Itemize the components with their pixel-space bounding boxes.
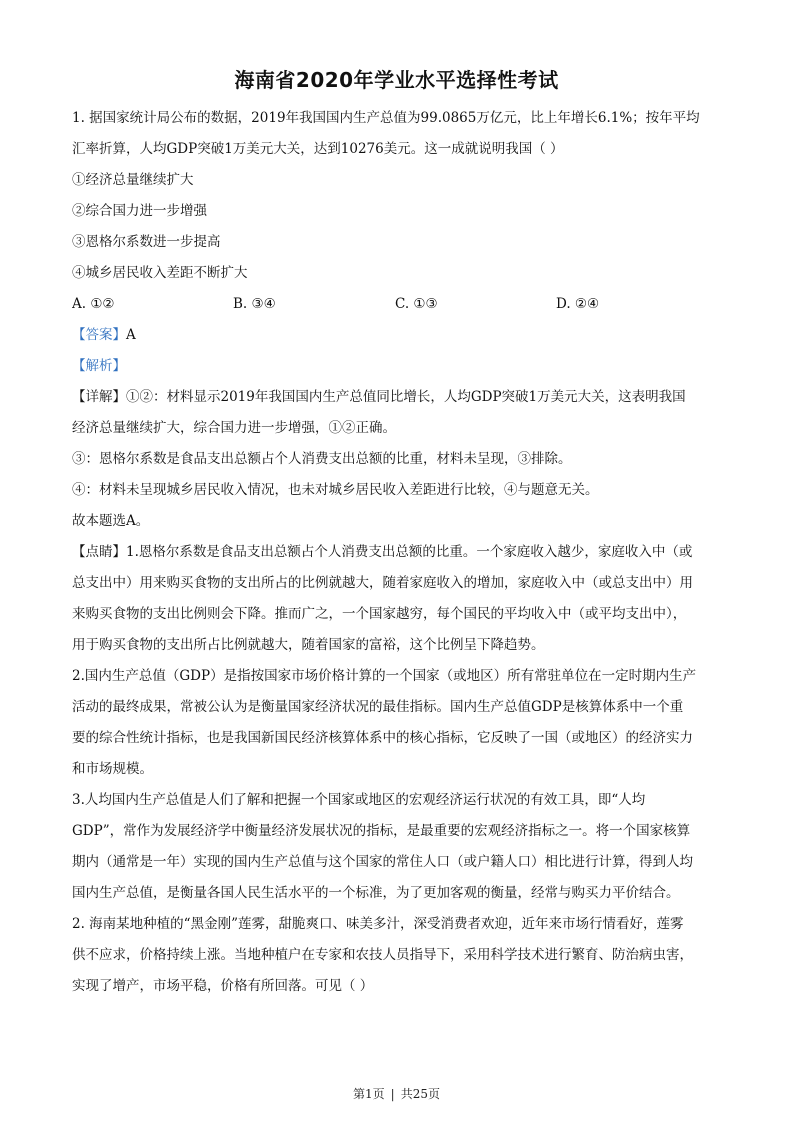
tips-line: 期内（通常是一年）实现的国内生产总值与这个国家的常住人口（或户籍人口）相比进行计算，得到人均 [72, 854, 693, 870]
detail-line [72, 382, 724, 413]
option-b: B. ③④ [233, 296, 276, 312]
conclusion-line: 故本题选A。 [72, 513, 150, 529]
tips-line: 要的综合性统计指标，也是我国新国民经济核算体系中的核心指标，它反映了一国（或地区）的经济实力 [72, 730, 693, 746]
detail-line: ④：材料未呈现城乡居民收入情况，也未对城乡居民收入差距进行比较，④与题意无关。 [72, 482, 599, 498]
answer-line [72, 320, 724, 351]
detail-tag: 【详解】 [72, 389, 126, 405]
detail-line: 经济总量继续扩大，综合国力进一步增强，①②正确。 [72, 420, 396, 436]
q2-stem-line: 2. 海南某地种植的“黑金刚”莲雾，甜脆爽口、味美多汁，深受消费者欢迎，近年来市场行情看好，莲雾 [72, 916, 684, 932]
q1-item: ①经济总量继续扩大 [72, 172, 194, 188]
q1-item: ③恩格尔系数进一步提高 [72, 234, 221, 250]
footer-separator: | [390, 1087, 395, 1101]
tips-line: 国内生产总值，是衡量各国人民生活水平的一个标准，为了更加客观的衡量，经常与购买力平价结合。 [72, 885, 680, 901]
q2-stem-line: 供不应求，价格持续上涨。当地种植户在专家和农技人员指导下，采用科学技术进行繁育、防治病虫害， [72, 947, 693, 963]
total-pages: 共25页 [400, 1087, 440, 1101]
tips-line: 来购买食物的支出比例则会下降。推而广之，一个国家越穷，每个国民的平均收入中（或平均支出中）， [72, 606, 687, 622]
tips-line: 活动的最终成果，常被公认为是衡量国家经济状况的最佳指标。国内生产总值GDP是核算体系中一个重 [72, 699, 684, 715]
q1-item: ②综合国力进一步增强 [72, 203, 207, 219]
tips-line: 和市场规模。 [72, 761, 153, 777]
option-c: C. ①③ [395, 296, 438, 312]
document-body [72, 103, 724, 1002]
tips-line: GDP”，常作为发展经济学中衡量经济发展状况的指标，是最重要的宏观经济指标之一。将一个国家核算 [72, 823, 691, 839]
q1-options [72, 289, 724, 320]
page-footer [0, 1085, 793, 1102]
answer-tag: 【答案】 [72, 327, 126, 343]
tips-line: 2.国内生产总值（GDP）是指按国家市场价格计算的一个国家（或地区）所有常驻单位在一定时期内生产 [72, 668, 697, 684]
page-title: 海南省2020年学业水平选择性考试 [234, 68, 559, 92]
tips-tag: 【点睛】 [72, 544, 126, 560]
q1-item: ④城乡居民收入差距不断扩大 [72, 265, 248, 281]
page-number: 第1页 [353, 1087, 385, 1101]
tips-line: 3.人均国内生产总值是人们了解和把握一个国家或地区的宏观经济运行状况的有效工具，即“人均 [72, 792, 646, 808]
q1-stem-line: 1. 据国家统计局公布的数据，2019年我国国内生产总值为99.0865万亿元，比上年增长6.1%；按年平均 [72, 110, 700, 126]
q1-stem-line: 汇率折算，人均GDP突破1万美元大关，达到10276美元。这一成就说明我国（ ） [72, 141, 564, 157]
detail-line: ③：恩格尔系数是食品支出总额占个人消费支出总额的比重，材料未呈现，③排除。 [72, 451, 572, 467]
detail-text: ①②：材料显示2019年我国国内生产总值同比增长，人均GDP突破1万美元大关，这表明我国 [126, 389, 686, 405]
q2-stem-line: 实现了增产，市场平稳，价格有所回落。可见（ ） [72, 978, 374, 994]
tips-text: 1.恩格尔系数是食品支出总额占个人消费支出总额的比重。一个家庭收入越少，家庭收入中（或 [126, 544, 693, 560]
tips-line [72, 537, 724, 568]
analysis-tag: 【解析】 [72, 358, 126, 374]
tips-line: 总支出中）用来购买食物的支出所占的比例就越大，随着家庭收入的增加，家庭收入中（或总支出中）用 [72, 575, 693, 591]
option-d: D. ②④ [556, 296, 600, 312]
answer-value: A [126, 327, 136, 343]
analysis-line [72, 351, 724, 382]
tips-line: 用于购买食物的支出所占比例就越大，随着国家的富裕，这个比例呈下降趋势。 [72, 637, 545, 653]
option-a: A. ①② [72, 296, 115, 312]
